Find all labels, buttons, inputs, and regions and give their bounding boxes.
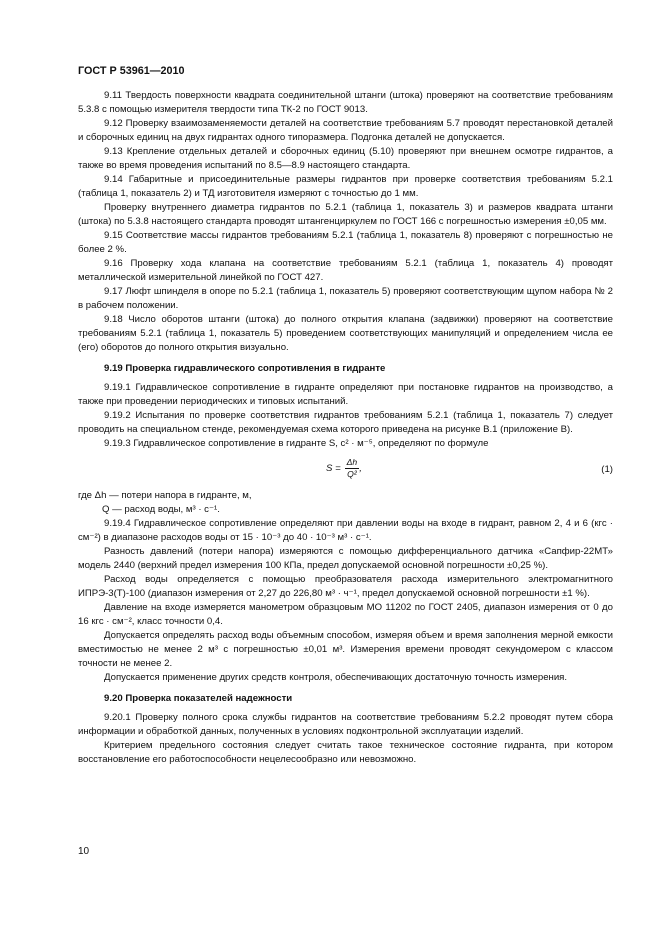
paragraph-9-19-3: 9.19.3 Гидравлическое сопротивление в гидранте S, с² · м⁻⁵, определяют по формуле: [104, 438, 489, 449]
formula-denominator: Q²: [347, 469, 357, 479]
paragraph-pressure-difference: Разность давлений (потери напора) измеряются с помощью дифференциального датчика «Сапфир-22МТ» модель 2440 (верхний предел измерения 100 КПа, предел допускаемой основной погрешности ±0,25 %).: [78, 546, 613, 571]
paragraph-volumetric-method: Допускается определять расход воды объемным способом, измеряя объем и время заполнения мерной емкости вместимостью не менее 2 м³ с погрешностью ±0,01 м³. Измерения времени проводят секундомером с классом точности не менее 2.: [78, 630, 613, 669]
paragraph-limit-state: Критерием предельного состояния следует считать такое техническое состояние гидранта, при котором восстановление его работоспособности нецелесообразно или невозможно.: [78, 740, 613, 765]
paragraph-9-15: 9.15 Соответствие массы гидрантов требованиям 5.2.1 (таблица 1, показатель 8) проверяют с погрешностью не более 2 %.: [78, 230, 613, 255]
formula-fraction: [345, 457, 360, 480]
document-body: [78, 88, 613, 767]
paragraph-9-17: 9.17 Люфт шпинделя в опоре по 5.2.1 (таблица 1, показатель 5) проверяют соответствующим щупом набора № 2 в рабочем положении.: [78, 286, 613, 311]
section-heading-9-20: 9.20 Проверка показателей надежности: [104, 693, 293, 704]
paragraph-9-11: 9.11 Твердость поверхности квадрата соединительной штанги (штока) проверяют на соответствие требованиям 5.3.8 с помощью измерителя твердости типа ТК-2 по ГОСТ 9013.: [78, 90, 613, 115]
paragraph-inlet-pressure: Давление на входе измеряется манометром образцовым МО 11202 по ГОСТ 2405, диапазон измерения от 0 до 16 кгс · см⁻², класс точности 0,4.: [78, 602, 613, 627]
paragraph-9-14-cont: Проверку внутреннего диаметра гидрантов по 5.2.1 (таблица 1, показатель 3) и размеров квадрата штанги (штока) по 5.3.8 настоящего стандарта проводят штангенциркулем по ГОСТ 166 с погрешностью измерения ±0,05 мм.: [78, 202, 613, 227]
paragraph-9-14: 9.14 Габаритные и присоединительные размеры гидрантов при проверке соответствия требованиям 5.2.1 (таблица 1, показатель 2) и ТД изготовителя измеряют с точностью до 1 мм.: [78, 174, 613, 199]
page-number: 10: [78, 846, 90, 857]
formula-1: [78, 455, 613, 485]
paragraph-9-19-2: 9.19.2 Испытания по проверке соответствия гидрантов требованиям 5.2.1 (таблица 1, показатель 7) следует проводить на специальном стенде, рекомендуемая схема которого приведена на рисунке В.1 (приложение В).: [78, 410, 613, 435]
section-heading-9-19: 9.19 Проверка гидравлического сопротивления в гидранте: [104, 363, 386, 374]
formula-where-delta-h: где Δh — потери напора в гидранте, м,: [78, 490, 252, 501]
paragraph-9-16: 9.16 Проверку хода клапана на соответствие требованиям 5.2.1 (таблица 1, показатель 4) проводят металлической измерительной линейкой по ГОСТ 427.: [78, 258, 613, 283]
formula-expression: [326, 457, 362, 480]
paragraph-9-13: 9.13 Крепление отдельных деталей и сборочных единиц (5.10) проверяют при внешнем осмотре гидрантов, а также во время проведения испытаний по 8.5—8.9 настоящего стандарта.: [78, 146, 613, 171]
formula-where-q: Q — расход воды, м³ · с⁻¹.: [102, 504, 220, 515]
formula-numerator: Δh: [346, 457, 358, 467]
paragraph-flow-measurement: Расход воды определяется с помощью преобразователя расхода измерительного электромагнитного ИПРЭ-3(Т)-100 (диапазон измерения от 2,27 до 226,80 м³ · ч⁻¹, предел допускаемой основной погрешности ±1 %).: [78, 574, 613, 599]
formula-number: (1): [601, 464, 613, 475]
paragraph-9-18: 9.18 Число оборотов штанги (штока) до полного открытия клапана (задвижки) проверяют на соответствие требованиям 5.2.1 (таблица 1, показатель 5) проведением соответствующих манипуляций и определением числа ее (его) оборотов до полного открытия визуально.: [78, 314, 613, 353]
paragraph-9-19-1: 9.19.1 Гидравлическое сопротивление в гидранте определяют при постановке гидрантов на производство, а также при проведении периодических и типовых испытаний.: [78, 382, 613, 407]
paragraph-9-12: 9.12 Проверку взаимозаменяемости деталей на соответствие требованиям 5.7 проводят перестановкой деталей и сборочных единиц на двух гидрантах одного типоразмера. Подгонка деталей не допускается.: [78, 118, 613, 143]
paragraph-other-instruments: Допускается применение других средств контроля, обеспечивающих достаточную точность измерения.: [104, 672, 568, 683]
document-header: ГОСТ Р 53961—2010: [78, 65, 185, 77]
formula-tail: ,: [359, 462, 362, 474]
paragraph-9-19-4: 9.19.4 Гидравлическое сопротивление определяют при давлении воды на входе в гидрант, равном 2, 4 и 6 (кгс · см⁻²) в диапазоне расходов воды от 15 · 10⁻³ до 40 · 10⁻³ м³ · с⁻¹.: [78, 518, 613, 543]
paragraph-9-20-1: 9.20.1 Проверку полного срока службы гидрантов на соответствие требованиям 5.2.2 проводят путем сбора информации и обработкой данных, полученных в условиях подконтрольной эксплуатации изделий.: [78, 712, 613, 737]
formula-lhs: S =: [326, 462, 341, 474]
